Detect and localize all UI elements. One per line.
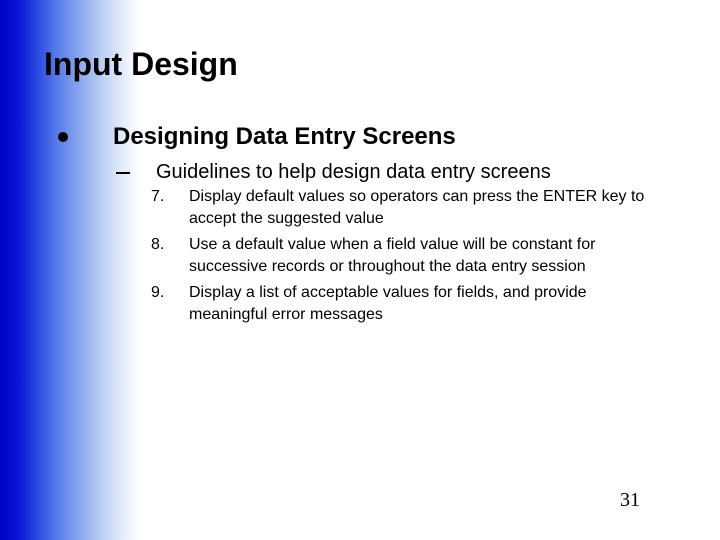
list-item xyxy=(151,282,651,326)
list-item-number: 9. xyxy=(151,284,165,301)
list-item-text: Display a list of acceptable values for fields, and provide meaningful error messages xyxy=(189,284,587,323)
bullet-text: Designing Data Entry Screens xyxy=(113,123,456,150)
page-number: 31 xyxy=(620,489,640,511)
list-item xyxy=(151,186,651,230)
sub-bullet-item xyxy=(116,157,551,187)
slide-title: Input Design xyxy=(44,46,238,82)
bullet-dot-icon xyxy=(58,132,68,142)
dash-icon xyxy=(116,172,130,174)
list-item-number: 8. xyxy=(151,236,165,253)
sub-bullet-text: Guidelines to help design data entry screens xyxy=(156,160,551,183)
bullet-item xyxy=(56,120,456,154)
list-item-number: 7. xyxy=(151,188,165,205)
list-item xyxy=(151,234,651,278)
list-item-text: Display default values so operators can press the ENTER key to accept the suggested value xyxy=(189,188,645,227)
numbered-list xyxy=(151,186,651,330)
list-item-text: Use a default value when a field value will be constant for successive records or throughout the data entry session xyxy=(189,236,596,275)
